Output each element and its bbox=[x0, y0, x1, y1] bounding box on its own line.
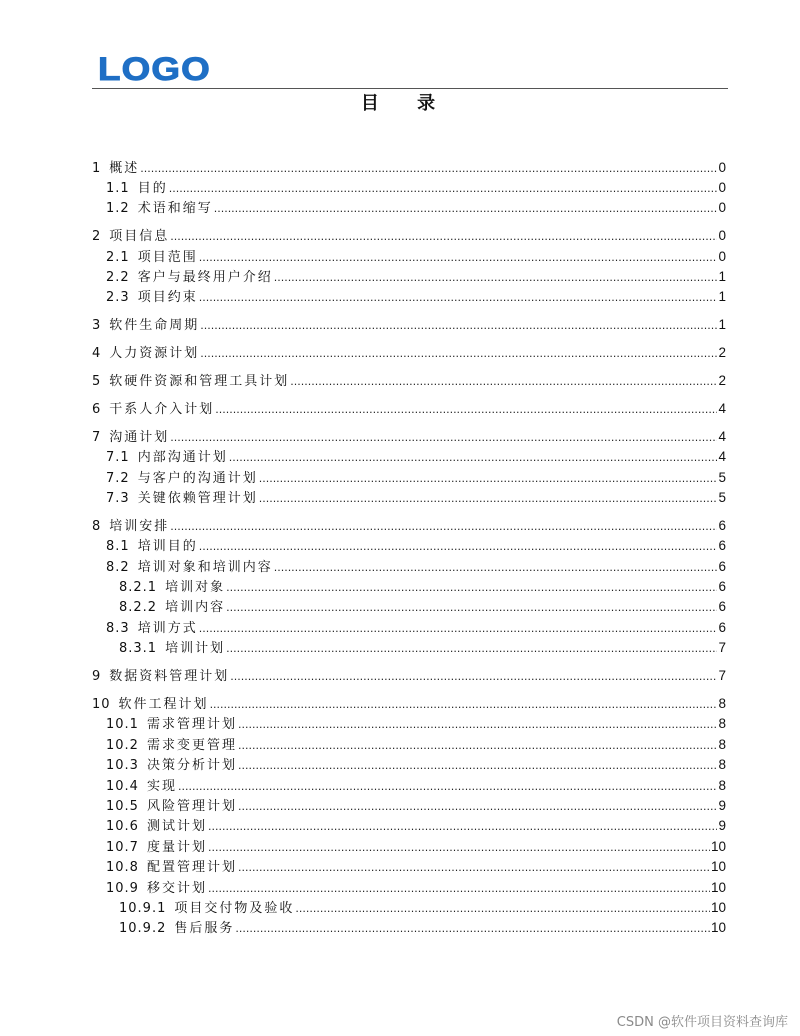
toc-entry-page: 6 bbox=[718, 599, 726, 615]
toc-entry[interactable] bbox=[92, 371, 726, 391]
toc-dot-leader bbox=[199, 288, 718, 308]
toc-entry-page: 7 bbox=[718, 668, 726, 684]
toc-dot-leader bbox=[208, 817, 718, 837]
toc-entry-page: 0 bbox=[718, 159, 726, 175]
toc-entry-title: 软硬件资源和管理工具计划 bbox=[109, 374, 290, 390]
toc-entry-number: 10.3 bbox=[106, 758, 139, 774]
toc-entry-page: 1 bbox=[718, 268, 726, 284]
toc-entry[interactable] bbox=[92, 287, 726, 307]
toc-dot-leader bbox=[200, 316, 717, 336]
toc-entry-title: 培训对象 bbox=[165, 580, 226, 596]
toc-entry-page: 9 bbox=[718, 797, 726, 813]
toc-entry-title: 干系人介入计划 bbox=[109, 401, 215, 417]
toc-entry[interactable] bbox=[92, 898, 726, 918]
toc-entry-number: 8.2.1 bbox=[119, 580, 158, 596]
toc-entry[interactable] bbox=[92, 878, 726, 898]
toc-entry-number: 6 bbox=[92, 401, 102, 417]
toc-entry-page: 6 bbox=[718, 579, 726, 595]
page-title: 目 录 bbox=[360, 93, 452, 114]
toc-entry-title: 内部沟通计划 bbox=[137, 450, 228, 466]
toc-entry-title: 移交计划 bbox=[146, 880, 207, 896]
toc-dot-leader bbox=[274, 558, 718, 578]
toc-entry-number: 10 bbox=[92, 696, 111, 712]
toc-entry-page: 6 bbox=[718, 538, 726, 554]
toc-entry-page: 10 bbox=[710, 859, 726, 875]
toc-dot-leader bbox=[235, 919, 710, 939]
toc-entry-title: 项目约束 bbox=[137, 290, 198, 306]
toc-entry-number: 2.3 bbox=[106, 290, 130, 306]
logo: LOGO bbox=[98, 51, 211, 87]
toc-entry-title: 培训计划 bbox=[165, 641, 226, 657]
toc-entry-page: 10 bbox=[710, 879, 726, 895]
toc-entry-title: 项目交付物及验收 bbox=[174, 900, 295, 916]
toc-dot-leader bbox=[238, 858, 710, 878]
toc-entry[interactable] bbox=[92, 468, 726, 488]
toc-entry-page: 0 bbox=[718, 228, 726, 244]
toc-dot-leader bbox=[199, 248, 718, 268]
toc-dot-leader bbox=[290, 372, 717, 392]
toc-entry[interactable] bbox=[92, 516, 726, 536]
toc-entry-title: 培训方式 bbox=[137, 620, 198, 636]
toc-dot-leader bbox=[208, 838, 710, 858]
toc-entry[interactable] bbox=[92, 267, 726, 287]
toc-entry[interactable] bbox=[92, 427, 726, 447]
toc-entry-number: 10.9.2 bbox=[119, 921, 167, 937]
toc-entry-number: 8.3.1 bbox=[119, 641, 158, 657]
toc-entry-number: 10.7 bbox=[106, 839, 139, 855]
toc-entry-page: 4 bbox=[718, 449, 726, 465]
toc-entry[interactable] bbox=[92, 714, 726, 734]
toc-entry[interactable] bbox=[92, 447, 726, 467]
toc-dot-leader bbox=[210, 695, 718, 715]
watermark: CSDN @软件项目资料查询库 bbox=[616, 1015, 788, 1030]
toc-entry-number: 7.3 bbox=[106, 490, 130, 506]
toc-dot-leader bbox=[170, 227, 717, 247]
toc-dot-leader bbox=[259, 469, 718, 489]
toc-entry-number: 8.2.2 bbox=[119, 600, 158, 616]
toc-entry-title: 客户与最终用户介绍 bbox=[137, 269, 273, 285]
toc-entry-page: 8 bbox=[718, 757, 726, 773]
toc-dot-leader bbox=[199, 619, 718, 639]
toc-entry[interactable] bbox=[92, 178, 726, 198]
toc-entry-number: 10.5 bbox=[106, 798, 139, 814]
toc-dot-leader bbox=[170, 517, 717, 537]
toc-entry-page: 1 bbox=[718, 289, 726, 305]
toc-entry-number: 3 bbox=[92, 318, 102, 334]
toc-dot-leader bbox=[226, 578, 717, 598]
toc-dot-leader bbox=[169, 179, 718, 199]
toc-dot-leader bbox=[140, 159, 717, 179]
toc-entry-page: 7 bbox=[718, 640, 726, 656]
toc-entry-page: 9 bbox=[718, 818, 726, 834]
toc-entry-number: 1.2 bbox=[106, 201, 130, 217]
toc-entry-page: 10 bbox=[710, 920, 726, 936]
toc-entry-title: 度量计划 bbox=[146, 839, 207, 855]
toc-entry-page: 0 bbox=[718, 179, 726, 195]
toc-entry[interactable] bbox=[92, 735, 726, 755]
toc-dot-leader bbox=[238, 715, 718, 735]
toc-entry-page: 10 bbox=[710, 899, 726, 915]
toc-entry-title: 配置管理计划 bbox=[146, 860, 237, 876]
toc-entry-title: 软件生命周期 bbox=[109, 318, 200, 334]
toc-entry-page: 5 bbox=[718, 469, 726, 485]
toc-entry-title: 培训安排 bbox=[109, 518, 170, 534]
toc-entry-number: 8.1 bbox=[106, 539, 130, 555]
toc-entry-title: 测试计划 bbox=[146, 819, 207, 835]
toc-entry-title: 培训目的 bbox=[137, 539, 198, 555]
toc-entry[interactable] bbox=[92, 158, 726, 178]
toc-dot-leader bbox=[295, 899, 710, 919]
toc-entry[interactable] bbox=[92, 247, 726, 267]
toc-entry[interactable] bbox=[92, 577, 726, 597]
toc-entry-title: 软件工程计划 bbox=[118, 696, 209, 712]
toc-entry-number: 10.4 bbox=[106, 778, 139, 794]
toc-entry[interactable] bbox=[92, 226, 726, 246]
toc-entry-page: 6 bbox=[718, 558, 726, 574]
toc-entry-number: 10.8 bbox=[106, 860, 139, 876]
toc-entry[interactable] bbox=[92, 638, 726, 658]
toc-entry-number: 10.2 bbox=[106, 737, 139, 753]
toc-entry-title: 风险管理计划 bbox=[146, 798, 237, 814]
toc-entry-page: 2 bbox=[718, 345, 726, 361]
toc-entry-number: 1.1 bbox=[106, 180, 130, 196]
toc-entry-page: 5 bbox=[718, 489, 726, 505]
toc-dot-leader bbox=[229, 448, 718, 468]
toc-dot-leader bbox=[214, 199, 718, 219]
toc-entry-title: 与客户的沟通计划 bbox=[137, 470, 258, 486]
toc-entry-number: 8.2 bbox=[106, 559, 130, 575]
toc-dot-leader bbox=[230, 667, 717, 687]
toc-entry-number: 8.3 bbox=[106, 620, 130, 636]
toc-entry[interactable] bbox=[92, 557, 726, 577]
toc-entry-title: 售后服务 bbox=[174, 921, 235, 937]
toc-dot-leader bbox=[170, 428, 717, 448]
toc-entry-page: 4 bbox=[718, 400, 726, 416]
toc-entry[interactable] bbox=[92, 837, 726, 857]
toc-entry[interactable] bbox=[92, 399, 726, 419]
toc-entry-number: 7.2 bbox=[106, 470, 130, 486]
toc-dot-leader bbox=[178, 777, 718, 797]
toc-entry-title: 沟通计划 bbox=[109, 429, 170, 445]
toc-entry-page: 6 bbox=[718, 517, 726, 533]
toc-entry-number: 1 bbox=[92, 160, 102, 176]
toc-entry[interactable] bbox=[92, 488, 726, 508]
toc-entry-number: 8 bbox=[92, 518, 102, 534]
toc-entry-page: 0 bbox=[718, 248, 726, 264]
toc-entry[interactable] bbox=[92, 198, 726, 218]
toc-entry[interactable] bbox=[92, 776, 726, 796]
toc-entry-number: 7.1 bbox=[106, 450, 130, 466]
toc-entry-page: 1 bbox=[718, 317, 726, 333]
table-of-contents bbox=[92, 150, 726, 939]
toc-entry[interactable] bbox=[92, 796, 726, 816]
toc-entry-title: 目的 bbox=[137, 180, 168, 196]
toc-dot-leader bbox=[226, 598, 717, 618]
toc-entry[interactable] bbox=[92, 755, 726, 775]
toc-entry-title: 决策分析计划 bbox=[146, 758, 237, 774]
toc-entry-number: 10.9 bbox=[106, 880, 139, 896]
toc-entry-title: 项目信息 bbox=[109, 229, 170, 245]
toc-entry-number: 9 bbox=[92, 669, 102, 685]
toc-entry-title: 培训内容 bbox=[165, 600, 226, 616]
toc-dot-leader bbox=[259, 489, 718, 509]
toc-dot-leader bbox=[226, 639, 717, 659]
toc-entry-title: 概述 bbox=[109, 160, 140, 176]
toc-entry-page: 8 bbox=[718, 777, 726, 793]
toc-entry[interactable] bbox=[92, 315, 726, 335]
toc-entry-number: 7 bbox=[92, 429, 102, 445]
toc-entry[interactable] bbox=[92, 618, 726, 638]
toc-entry[interactable] bbox=[92, 918, 726, 938]
toc-entry-title: 实现 bbox=[146, 778, 177, 794]
toc-entry[interactable] bbox=[92, 536, 726, 556]
toc-entry-title: 数据资料管理计划 bbox=[109, 669, 230, 685]
toc-entry-title: 培训对象和培训内容 bbox=[137, 559, 273, 575]
toc-entry-title: 需求变更管理 bbox=[146, 737, 237, 753]
toc-entry-title: 需求管理计划 bbox=[146, 717, 237, 733]
toc-entry[interactable] bbox=[92, 816, 726, 836]
toc-dot-leader bbox=[238, 756, 718, 776]
toc-dot-leader bbox=[238, 797, 718, 817]
toc-entry[interactable] bbox=[92, 694, 726, 714]
toc-entry-number: 2.2 bbox=[106, 269, 130, 285]
toc-dot-leader bbox=[199, 537, 718, 557]
toc-dot-leader bbox=[215, 400, 717, 420]
toc-dot-leader bbox=[200, 344, 717, 364]
toc-entry-number: 10.9.1 bbox=[119, 900, 167, 916]
toc-entry-page: 8 bbox=[718, 736, 726, 752]
toc-entry-page: 2 bbox=[718, 373, 726, 389]
toc-entry-title: 术语和缩写 bbox=[137, 201, 213, 217]
toc-entry-number: 10.1 bbox=[106, 717, 139, 733]
toc-entry-page: 8 bbox=[718, 695, 726, 711]
toc-entry-page: 0 bbox=[718, 200, 726, 216]
toc-entry[interactable] bbox=[92, 597, 726, 617]
header-divider bbox=[92, 88, 728, 89]
toc-entry-number: 10.6 bbox=[106, 819, 139, 835]
toc-entry-title: 项目范围 bbox=[137, 249, 198, 265]
toc-entry[interactable] bbox=[92, 857, 726, 877]
toc-dot-leader bbox=[238, 736, 718, 756]
toc-entry-number: 5 bbox=[92, 374, 102, 390]
toc-entry-number: 2.1 bbox=[106, 249, 130, 265]
toc-entry-page: 10 bbox=[710, 838, 726, 854]
toc-entry-title: 关键依赖管理计划 bbox=[137, 490, 258, 506]
toc-entry[interactable] bbox=[92, 666, 726, 686]
toc-dot-leader bbox=[208, 879, 710, 899]
toc-entry[interactable] bbox=[92, 343, 726, 363]
toc-entry-title: 人力资源计划 bbox=[109, 346, 200, 362]
toc-entry-number: 2 bbox=[92, 229, 102, 245]
toc-entry-number: 4 bbox=[92, 346, 102, 362]
toc-entry-page: 8 bbox=[718, 716, 726, 732]
toc-dot-leader bbox=[274, 268, 718, 288]
toc-entry-page: 6 bbox=[718, 619, 726, 635]
toc-entry-page: 4 bbox=[718, 428, 726, 444]
